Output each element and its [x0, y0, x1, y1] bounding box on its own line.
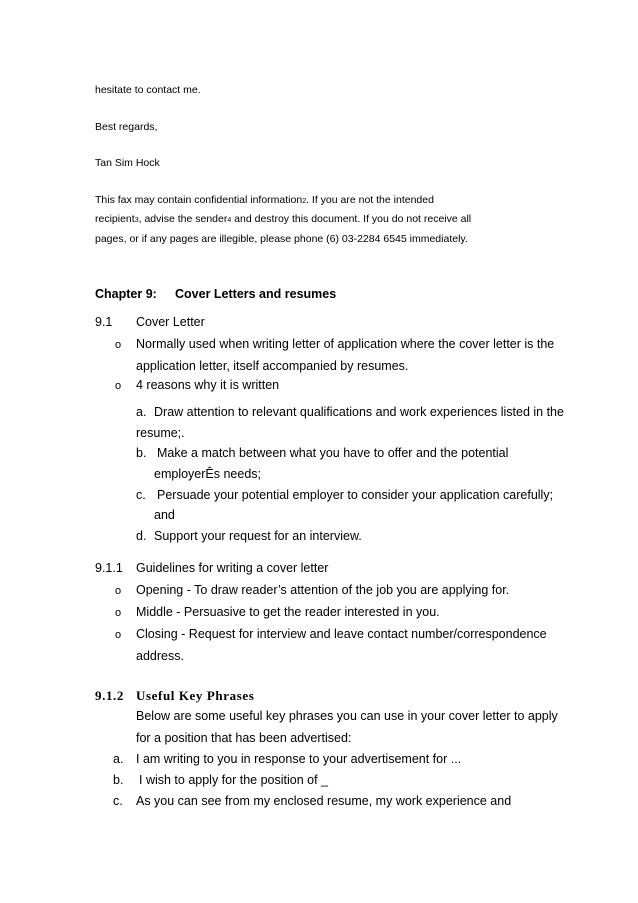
- closing-line: hesitate to contact me.: [95, 84, 201, 96]
- list-item: Opening - To draw reader’s attention of the job you are applying for.: [136, 583, 510, 597]
- reason-text-continued: employerÊs needs;: [154, 467, 262, 481]
- bullet-icon: o: [115, 380, 122, 392]
- list-item-continued: address.: [136, 649, 184, 663]
- phrase-text: I am writing to you in response to your advertisement for ...: [136, 752, 462, 766]
- reason-letter: c.: [136, 488, 146, 502]
- list-item: Normally used when writing letter of application where the cover letter is the: [136, 337, 555, 351]
- signature-line: Tan Sim Hock: [95, 157, 160, 169]
- reason-letter: b.: [136, 446, 147, 460]
- reason-text: Make a match between what you have to offer and the potential: [157, 446, 509, 460]
- phrase-letter: c.: [113, 794, 123, 808]
- regards-line: Best regards,: [95, 121, 158, 133]
- reason-letter: d.: [136, 529, 147, 543]
- reason-text-continued: resume;.: [136, 426, 185, 440]
- disclaimer-line-1: This fax may contain confidential information2. If you are not the intended: [95, 194, 434, 206]
- reason-text: Draw attention to relevant qualifications and work experiences listed in the: [154, 405, 564, 419]
- disclaimer-line-2: recipient3, advise the sender4 and destroy this document. If you do not receive all: [95, 213, 472, 225]
- section-title: Useful Key Phrases: [136, 688, 255, 703]
- phrase-letter: a.: [113, 752, 124, 766]
- list-item: Closing - Request for interview and leave contact number/correspondence: [136, 627, 547, 641]
- phrase-letter: b.: [113, 773, 124, 787]
- section-number: 9.1.2: [95, 688, 124, 703]
- section-number: 9.1.1: [95, 561, 123, 575]
- reason-text: Support your request for an interview.: [154, 529, 362, 543]
- bullet-icon: o: [115, 607, 122, 619]
- reason-letter: a.: [136, 405, 147, 419]
- section-title: Cover Letter: [136, 315, 205, 329]
- section-number: 9.1: [95, 315, 113, 329]
- section-title: Guidelines for writing a cover letter: [136, 561, 329, 575]
- phrase-text: As you can see from my enclosed resume, my work experience and: [136, 794, 512, 808]
- list-item: 4 reasons why it is written: [136, 378, 280, 392]
- list-item: Middle - Persuasive to get the reader interested in you.: [136, 605, 440, 619]
- section-intro-continued: for a position that has been advertised:: [136, 731, 352, 745]
- bullet-icon: o: [115, 629, 122, 641]
- bullet-icon: o: [115, 585, 122, 597]
- reason-text-continued: and: [154, 508, 175, 522]
- chapter-number: Chapter 9:: [95, 287, 157, 301]
- chapter-title: Cover Letters and resumes: [175, 287, 337, 301]
- reason-text: Persuade your potential employer to consider your application carefully;: [157, 488, 554, 502]
- section-intro: Below are some useful key phrases you can use in your cover letter to apply: [136, 709, 558, 723]
- bullet-icon: o: [115, 339, 122, 351]
- list-item-continued: application letter, itself accompanied by resumes.: [136, 359, 409, 373]
- phrase-text: I wish to apply for the position of _: [139, 773, 328, 787]
- disclaimer-line-3: pages, or if any pages are illegible, please phone (6) 03-2284 6545 immediately.: [95, 233, 468, 245]
